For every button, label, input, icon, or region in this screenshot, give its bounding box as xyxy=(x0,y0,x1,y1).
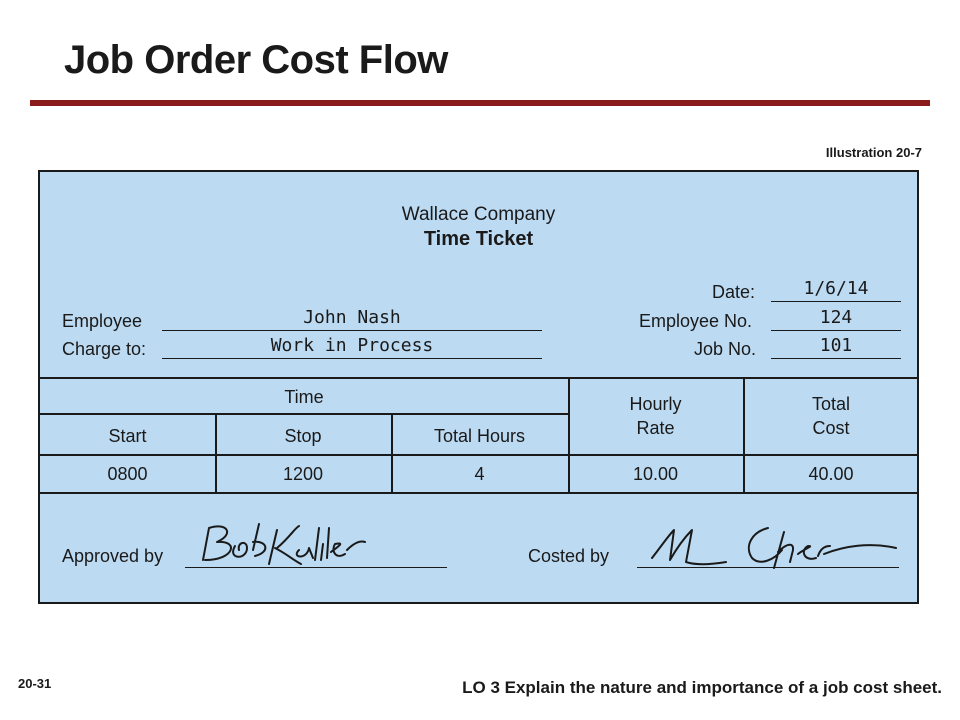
stop-value: 1200 xyxy=(282,464,324,484)
employee-no-field: 124 xyxy=(771,306,901,331)
header-bottom-rule xyxy=(40,454,917,456)
start-header: Start xyxy=(108,426,147,446)
table-top-rule xyxy=(40,377,917,379)
total-cost-value: 40.00 xyxy=(808,464,854,484)
time-header: Time xyxy=(284,387,324,407)
learning-objective: LO 3 Explain the nature and importance of a job cost sheet. xyxy=(462,678,942,697)
illustration-label: Illustration 20-7 xyxy=(825,145,922,160)
company-name: Wallace Company xyxy=(401,204,556,225)
employee-field: John Nash xyxy=(162,306,542,331)
start-value: 0800 xyxy=(107,464,148,484)
total-cost-header-line1: Total xyxy=(811,394,851,414)
total-hours-value: 4 xyxy=(474,464,485,484)
job-no-field: 101 xyxy=(771,334,901,359)
costed-by-label: Costed by xyxy=(528,546,610,566)
hourly-rate-header-line1: Hourly xyxy=(629,394,682,414)
approved-signature xyxy=(195,520,370,570)
date-label: Date: xyxy=(712,282,756,302)
employee-label: Employee xyxy=(62,311,143,331)
date-field: 1/6/14 xyxy=(771,277,901,302)
total-hours-header: Total Hours xyxy=(433,426,526,446)
time-header-rule xyxy=(40,413,568,415)
employee-no-label: Employee No. xyxy=(639,311,753,331)
charge-label: Charge to: xyxy=(62,339,147,359)
job-no-label: Job No. xyxy=(694,339,757,359)
ticket-title: Time Ticket xyxy=(423,228,534,250)
time-ticket xyxy=(38,170,919,604)
costed-signature xyxy=(648,522,900,570)
table-bottom-rule xyxy=(40,492,917,494)
stop-header: Stop xyxy=(284,426,322,446)
hourly-rate-header-line2: Rate xyxy=(636,418,675,438)
total-cost-header-line2: Cost xyxy=(812,418,850,438)
title-rule xyxy=(30,100,930,106)
approved-by-label: Approved by xyxy=(62,546,164,566)
hourly-rate-value: 10.00 xyxy=(632,464,679,484)
charge-field: Work in Process xyxy=(162,334,542,359)
slide-title: Job Order Cost Flow xyxy=(64,38,448,82)
page-number: 20-31 xyxy=(18,676,52,691)
